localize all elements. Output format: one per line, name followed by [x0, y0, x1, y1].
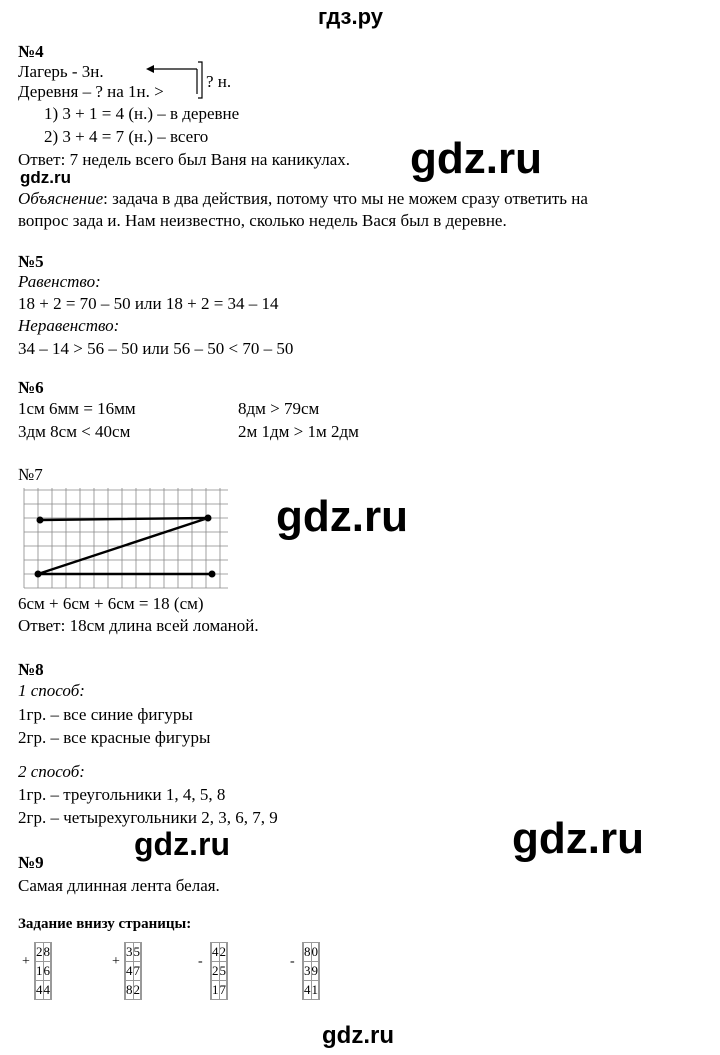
digit-cell: 2 — [36, 943, 44, 962]
digit-cell — [319, 962, 320, 981]
digit-cell: 8 — [126, 981, 134, 1000]
digit-cell: 2 — [212, 962, 220, 981]
digit-cell: 1 — [212, 981, 220, 1000]
polyline-point — [205, 515, 212, 522]
digit-cell — [319, 943, 320, 962]
digit-cell: 3 — [126, 943, 134, 962]
task-9-title: №9 — [18, 853, 44, 872]
task-6-c: 3дм 8см < 40см — [18, 422, 131, 441]
task-4-explanation-line1 — [18, 189, 588, 209]
operation-sign: + — [112, 954, 120, 969]
digit-cell — [227, 962, 228, 981]
task-4-step2: 2) 3 + 4 = 7 (н.) – всего — [44, 127, 209, 146]
digit-cell — [141, 943, 142, 962]
digit-cell: 5 — [133, 943, 141, 962]
digit-cell: 2 — [219, 943, 227, 962]
polyline-point — [35, 571, 42, 578]
digit-cell: 2 — [133, 981, 141, 1000]
polyline-grid — [22, 486, 232, 590]
digit-cell: 9 — [311, 962, 319, 981]
way-1-group-1: 1гр. – все синие фигуры — [18, 705, 193, 724]
operation-sign: + — [22, 954, 30, 969]
digit-cell — [51, 962, 52, 981]
digit-cell — [227, 943, 228, 962]
task-5-title: №5 — [18, 252, 44, 271]
bottom-task-title: Задание внизу страницы: — [18, 916, 192, 932]
digit-cell: 4 — [43, 981, 51, 1000]
task-6-title: №6 — [18, 378, 44, 397]
operation-sign: - — [198, 954, 203, 969]
digit-cell: 4 — [126, 962, 134, 981]
equality-label: Равенство: — [18, 272, 101, 291]
task-4-answer: Ответ: 7 недель всего был Ваня на каникулах. — [18, 150, 350, 169]
explanation-text1: : задача в два действия, потому что мы не можем сразу ответить на — [103, 189, 588, 208]
digit-cell: 0 — [311, 943, 319, 962]
site-header: гдз.ру — [318, 4, 383, 29]
way-1-group-2: 2гр. – все красные фигуры — [18, 728, 211, 747]
digit-cell: 4 — [212, 943, 220, 962]
task-4-title: №4 — [18, 42, 44, 61]
digit-cell — [51, 981, 52, 1000]
watermark-2: gdz.ru — [276, 492, 408, 541]
task-6-b: 8дм > 79см — [238, 399, 320, 418]
inequality-label: Неравенство: — [18, 316, 120, 335]
digit-cell: 6 — [43, 962, 51, 981]
way-2-group-1: 1гр. – треугольники 1, 4, 5, 8 — [18, 785, 226, 804]
watermark-3: gdz.ru — [512, 814, 644, 863]
digit-cell — [319, 981, 320, 1000]
digit-cell: 7 — [219, 981, 227, 1000]
digit-cell — [141, 981, 142, 1000]
watermark-bottom: gdz.ru — [322, 1022, 394, 1049]
equality-text: 18 + 2 = 70 – 50 или 18 + 2 = 34 – 14 — [18, 294, 279, 313]
way-2-group-2: 2гр. – четырехугольники 2, 3, 6, 7, 9 — [18, 808, 278, 827]
task-4-explanation-line2: вопрос зада и. Нам неизвестно, сколько недель Вася был в деревне. — [18, 211, 507, 230]
digit-cell: 4 — [36, 981, 44, 1000]
digit-cell: 3 — [304, 962, 312, 981]
task-4-line2: Деревня – ? на 1н. > — [18, 82, 164, 101]
task-4-line1: Лагерь - 3н. — [18, 62, 104, 81]
way-1-label: 1 способ: — [18, 681, 85, 700]
task-7-title: №7 — [18, 465, 43, 484]
digit-cell: 8 — [43, 943, 51, 962]
watermark-small: gdz.ru — [20, 168, 71, 187]
task-9-text: Самая длинная лента белая. — [18, 876, 220, 895]
operation-sign: - — [290, 954, 295, 969]
task-7-answer: Ответ: 18см длина всей ломаной. — [18, 616, 259, 635]
digit-cell — [227, 981, 228, 1000]
digit-cell: 1 — [36, 962, 44, 981]
inequality-text: 34 – 14 > 56 – 50 или 56 – 50 < 70 – 50 — [18, 339, 294, 358]
digit-cell — [141, 962, 142, 981]
digit-cell: 4 — [304, 981, 312, 1000]
watermark-4: gdz.ru — [134, 826, 230, 862]
watermark-1: gdz.ru — [410, 134, 542, 183]
task-6-a: 1см 6мм = 16мм — [18, 399, 136, 418]
polyline-point — [37, 517, 44, 524]
digit-cell: 7 — [133, 962, 141, 981]
task-4-step1: 1) 3 + 1 = 4 (н.) – в деревне — [44, 104, 240, 123]
digit-cell: 5 — [219, 962, 227, 981]
task-6-d: 2м 1дм > 1м 2дм — [238, 422, 359, 441]
digit-cell: 1 — [311, 981, 319, 1000]
way-2-label: 2 способ: — [18, 762, 85, 781]
explanation-label: Объяснение — [18, 189, 104, 208]
digit-cell — [51, 943, 52, 962]
task-8-title: №8 — [18, 660, 44, 679]
digit-cell: 8 — [304, 943, 312, 962]
polyline-point — [209, 571, 216, 578]
brace-label: ? н. — [206, 72, 232, 91]
task-7-calc: 6см + 6см + 6см = 18 (см) — [18, 594, 204, 613]
